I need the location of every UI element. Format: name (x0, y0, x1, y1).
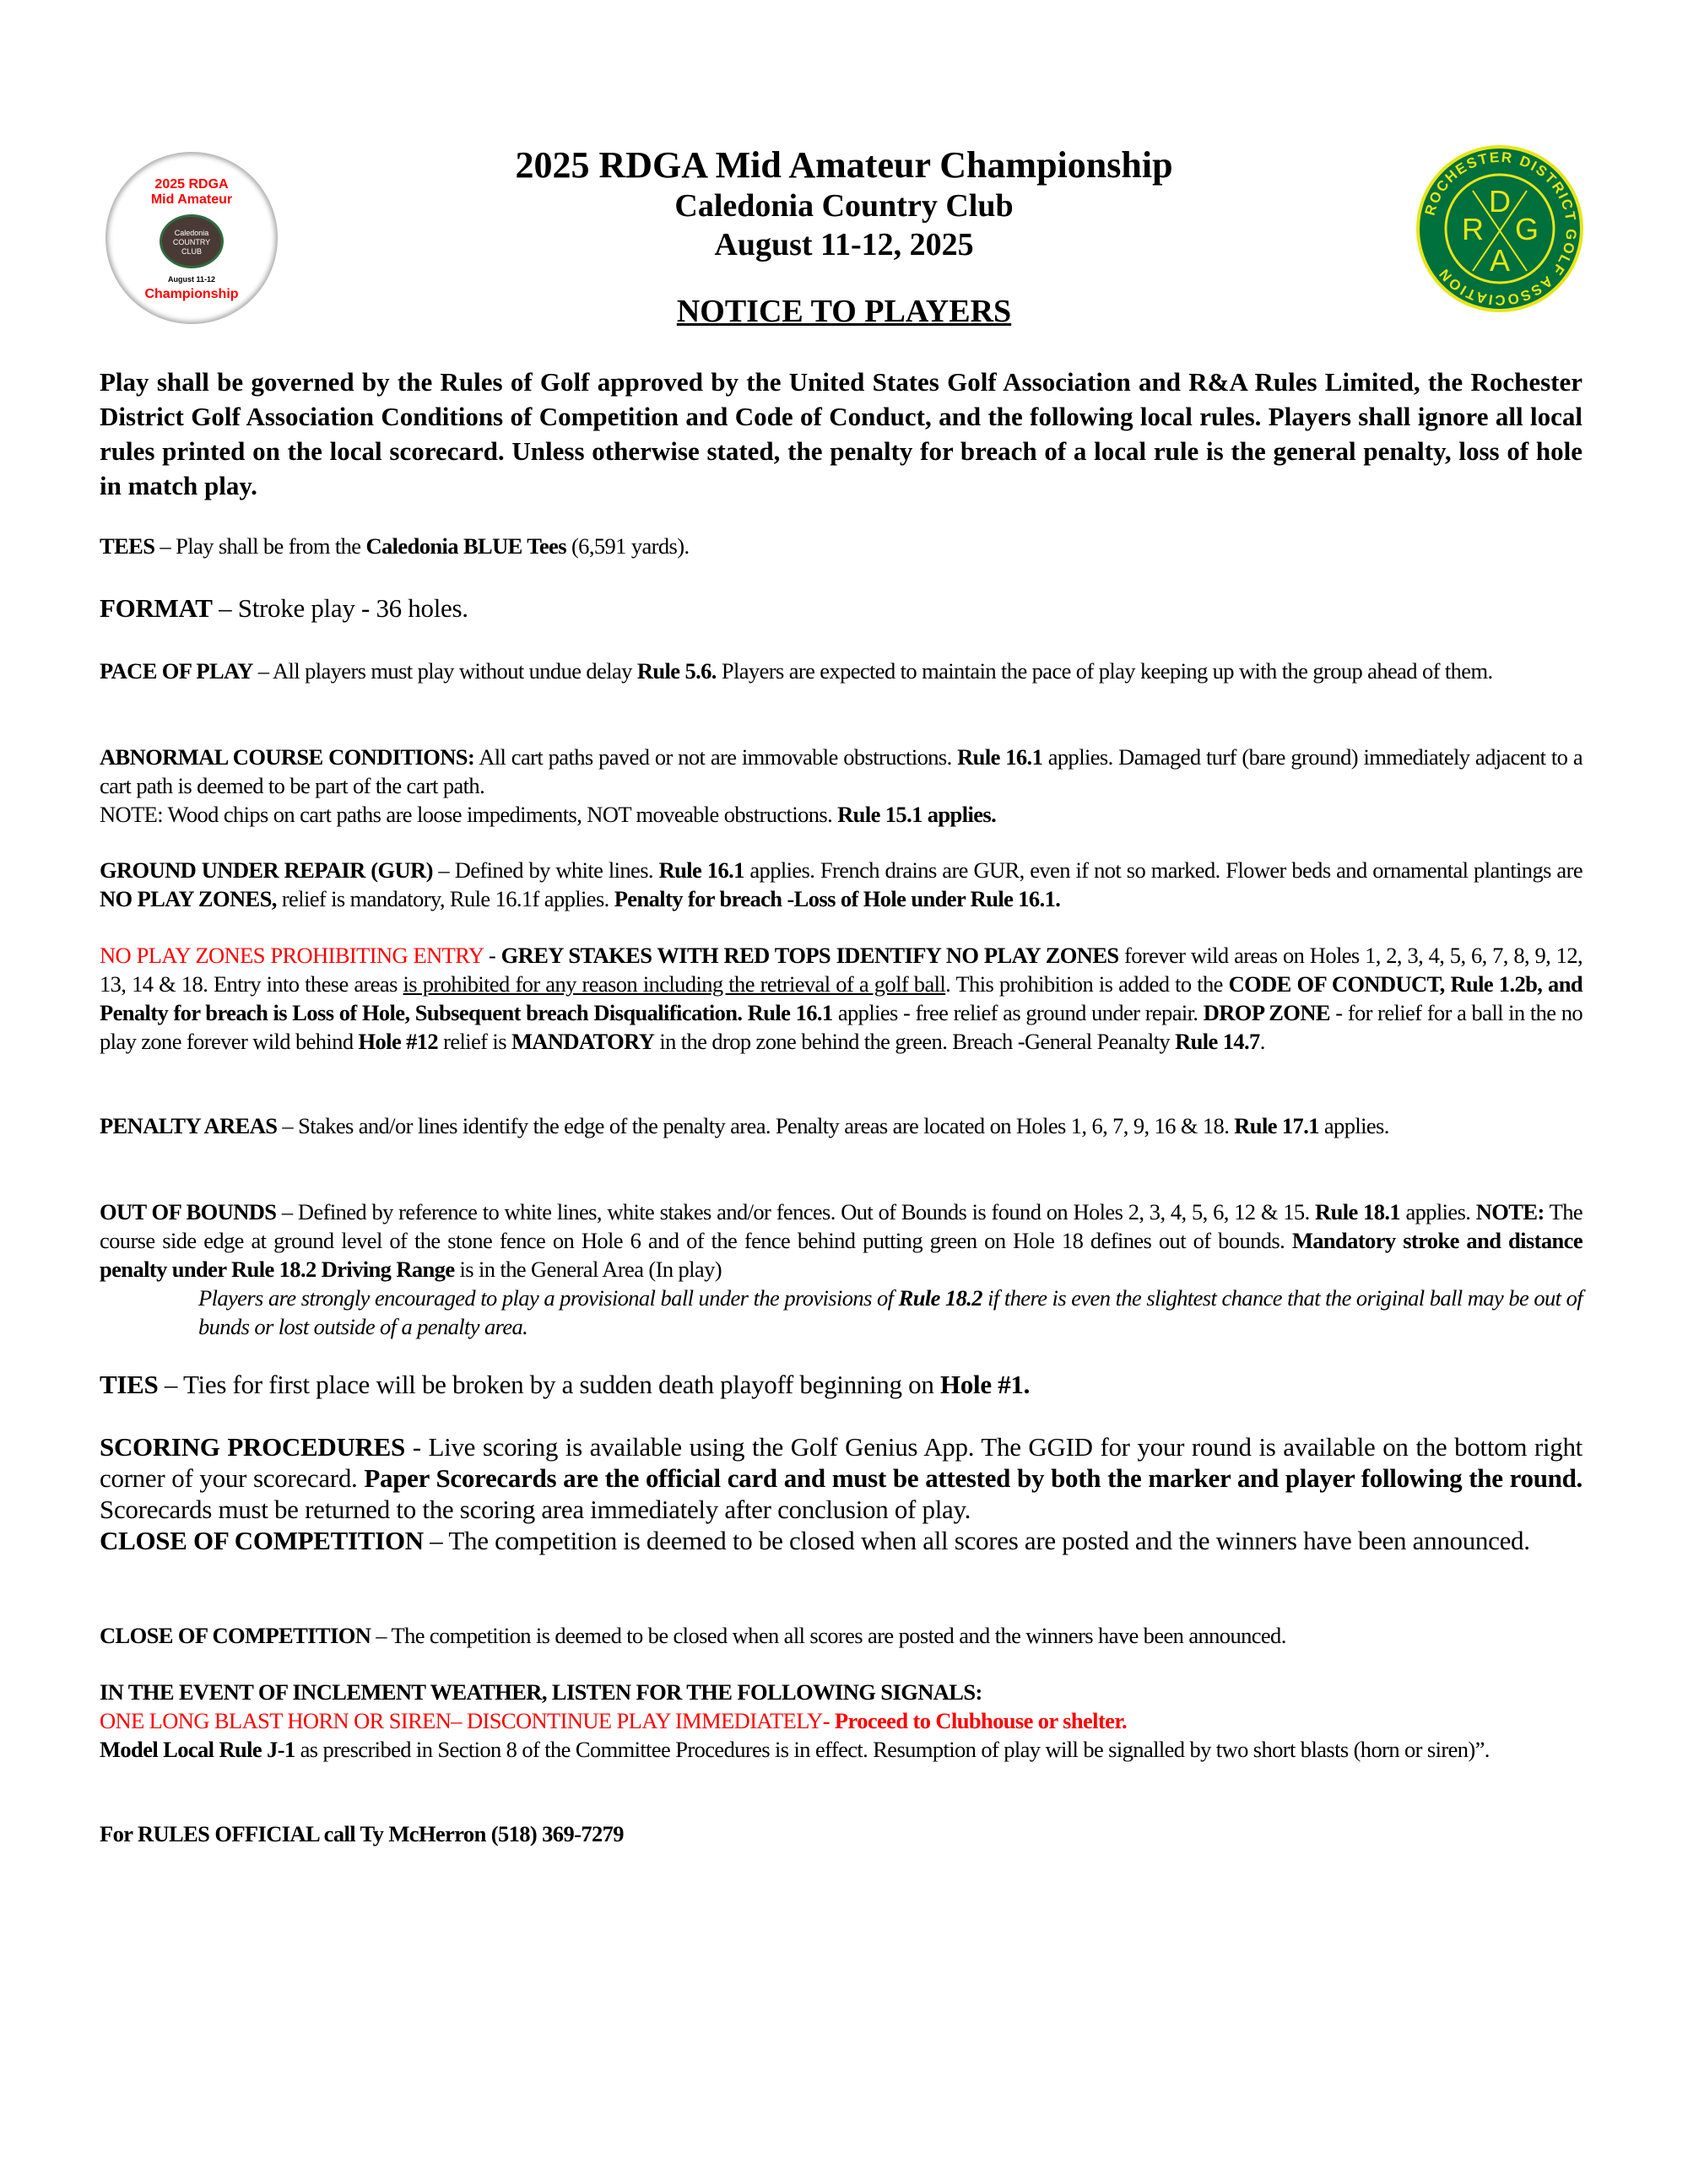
text-segment: CLOSE OF COMPETITION (100, 1623, 371, 1648)
text-segment: Rule 18.2 (898, 1285, 982, 1311)
text-segment: Rule 18.1 (1315, 1199, 1401, 1224)
tees-section (100, 532, 1582, 560)
text-segment: CODE OF CONDUCT, Rule 1.2b, and Penalty for breach is Loss of Hole, Subsequent breach Disqualification. Rule 16.1 (100, 971, 1582, 1025)
intro-paragraph (100, 365, 1582, 503)
svg-text:R: R (1462, 212, 1484, 246)
rules-official-contact (100, 1819, 1582, 1848)
text-segment: Caledonia BLUE Tees (365, 533, 566, 559)
logo-line1: 2025 RDGA (154, 177, 229, 192)
text-segment: For RULES OFFICIAL call Ty McHerron (518) 369-7279 (100, 1821, 624, 1846)
text-segment: Hole #1. (940, 1370, 1031, 1399)
text-segment: TEES (100, 533, 155, 559)
text-segment: Rule 5.6. (636, 658, 717, 684)
text-segment: . This prohibition is added to the (945, 971, 1229, 997)
text-segment: Mandatory stroke and distance penalty under Rule 18.2 Driving Range (100, 1228, 1582, 1282)
text-segment: relief is (438, 1029, 511, 1054)
dates: August 11-12, 2025 (714, 227, 974, 262)
logo-line2: Mid Amateur (150, 192, 233, 207)
text-segment: Players are strongly encouraged to play a provisional ball under the provisions of (198, 1285, 899, 1311)
text-segment: FORMAT (100, 593, 213, 623)
text-segment: as prescribed in Section 8 of the Committee Procedures is in effect. Resumption of play will be signalled by two short blasts (horn or siren)”. (295, 1737, 1490, 1762)
text-segment: forever wild areas on Holes 1, 2, 3, 4, 5, 6, 7, 8, 9, 12, 13, 14 & 18. Entry into these areas (100, 943, 1582, 997)
text-segment: – Defined by reference to white lines, white stakes and/or fences. Out of Bounds is found on Holes 2, 3, 4, 5, 6, 12 & 15. (276, 1199, 1316, 1224)
svg-text:ROCHESTER DISTRICT GOLF ASSOCI: ROCHESTER DISTRICT GOLF ASSOCIATION (1421, 149, 1580, 309)
text-segment: OUT OF BOUNDS (100, 1199, 277, 1224)
text-segment: IN THE EVENT OF INCLEMENT WEATHER, LISTEN FOR THE FOLLOWING SIGNALS: (100, 1679, 982, 1705)
provisional-ball-note (198, 1284, 1582, 1341)
text-segment: – All players must play without undue delay (252, 658, 637, 684)
text-segment: ABNORMAL COURSE CONDITIONS: (100, 744, 475, 770)
no-play-zones-section (100, 941, 1582, 1056)
text-segment: applies. (1318, 1113, 1389, 1138)
text-segment: The course side edge at ground level of the stone fence on Hole 6 and of the fence behind putting green on Hole 18 defines out of bounds. (100, 1199, 1583, 1253)
text-segment: - for relief for a ball in the no play zone forever wild behind (100, 1000, 1583, 1054)
venue: Caledonia Country Club (674, 188, 1014, 224)
text-segment: applies. (1400, 1199, 1476, 1224)
text-segment: DROP ZONE (1203, 1000, 1330, 1025)
out-of-bounds-section (100, 1197, 1582, 1284)
text-segment: MANDATORY (511, 1029, 655, 1054)
text-segment: Penalty for breach -Loss of Hole under Rule 16.1. (614, 886, 1061, 911)
pace-section (100, 657, 1582, 685)
text-segment: - (483, 943, 501, 968)
text-segment: applies. Damaged turf (bare ground) immediately adjacent to a cart path is deemed to be part of the cart path. (100, 744, 1582, 798)
penalty-areas-section (100, 1111, 1582, 1140)
format-section (100, 592, 1582, 624)
svg-text:G: G (1514, 212, 1539, 246)
text-segment: if there is even the slightest chance that the original ball may be out of bunds or lost outside of a penalty area. (198, 1285, 1583, 1339)
text-segment: GROUND UNDER REPAIR (GUR) (100, 857, 433, 883)
text-segment: Play shall be governed by the Rules of Golf approved by the United States Golf Association and R&A Rules Limited, the Rochester District Golf Association Conditions of Competition and Code of Conduct, and the following local rules. Players shall ignore all local rules printed on the local scorecard. Unless otherwise stated, the penalty for breach of a local rule is the general penalty, loss of hole in match play. (100, 367, 1582, 500)
text-segment: is in the General Area (In play) (454, 1257, 722, 1282)
notice-heading: NOTICE TO PLAYERS (676, 294, 1012, 329)
text-segment: PACE OF PLAY (100, 658, 253, 684)
text-segment: NO PLAY ZONES, (100, 886, 277, 911)
close-of-competition-section (100, 1621, 1582, 1650)
text-segment: NOTE: Wood chips on cart paths are loose impediments, NOT moveable obstructions. (100, 802, 838, 827)
text-segment: Rule 14.7 (1175, 1029, 1260, 1054)
text-segment: – Play shall be from the (154, 533, 366, 559)
text-segment: All cart paths paved or not are immovable obstructions. (474, 744, 958, 770)
text-segment: ONE LONG BLAST HORN OR SIREN– DISCONTINUE PLAY IMMEDIATELY (100, 1708, 823, 1733)
text-segment: Rule 16.1 (658, 857, 744, 883)
text-segment: – The competition is deemed to be closed when all scores are posted and the winners have been announced. (371, 1623, 1286, 1648)
abnormal-conditions-section (100, 743, 1582, 829)
logo-date: August 11-12 (167, 275, 216, 284)
text-segment: – Stroke play - 36 holes. (212, 593, 468, 623)
text-segment: PENALTY AREAS (100, 1113, 278, 1138)
text-segment: Players are expected to maintain the pace of play keeping up with the group ahead of them. (716, 658, 1493, 684)
text-segment: . (1259, 1029, 1265, 1054)
text-segment: Hole #12 (358, 1029, 439, 1054)
svg-text:D: D (1489, 184, 1511, 219)
text-segment: Rule 15.1 applies. (837, 802, 997, 827)
text-segment: – Defined by white lines. (432, 857, 659, 883)
club-emblem: Caledonia COUNTRY CLUB (160, 214, 224, 268)
text-segment: relief is mandatory, Rule 16.1f applies. (276, 886, 614, 911)
text-segment: - Proceed to Clubhouse or shelter. (822, 1708, 1128, 1733)
text-segment: - Live scoring is available using the Golf Genius App. The GGID for your round is available on the bottom right corner of your scorecard. (100, 1432, 1582, 1493)
text-segment: in the drop zone behind the green. Breach -General Peanalty (654, 1029, 1176, 1054)
text-segment: Rule 17.1 (1234, 1113, 1319, 1138)
text-segment: – Ties for first place will be broken by a sudden death playoff beginning on (158, 1370, 940, 1399)
text-segment: applies. French drains are GUR, even if not so marked. Flower beds and ornamental plantings are (744, 857, 1582, 883)
text-segment: CLOSE OF COMPETITION (100, 1526, 424, 1555)
weather-section (100, 1678, 1582, 1764)
text-segment: – The competition is deemed to be closed when all scores are posted and the winners have been announced. (423, 1526, 1530, 1555)
scoring-section (100, 1431, 1582, 1556)
text-segment: NO PLAY ZONES PROHIBITING ENTRY (100, 943, 484, 968)
text-segment: Model Local Rule J-1 (100, 1737, 295, 1762)
svg-text:A: A (1489, 243, 1511, 278)
gur-section (100, 856, 1582, 913)
text-segment: applies - free relief as ground under repair. (832, 1000, 1204, 1025)
text-segment: Rule 16.1 (957, 744, 1043, 770)
text-segment: is prohibited for any reason including the retrieval of a golf ball (403, 971, 946, 997)
text-segment: (6,591 yards). (565, 533, 690, 559)
text-segment: Paper Scorecards are the official card and must be attested by both the marker and player following the round. (364, 1463, 1582, 1493)
text-segment: – Stakes and/or lines identify the edge of the penalty area. Penalty areas are located on Holes 1, 6, 7, 9, 16 & 18. (277, 1113, 1235, 1138)
text-segment: SCORING PROCEDURES (100, 1432, 405, 1462)
text-segment: TIES (100, 1370, 159, 1399)
ties-section (100, 1369, 1582, 1400)
logo-line3: Championship (144, 287, 239, 301)
text-segment: GREY STAKES WITH RED TOPS IDENTIFY NO PLAY ZONES (500, 943, 1119, 968)
page-title: 2025 RDGA Mid Amateur Championship (515, 144, 1173, 186)
text-segment: Scorecards must be returned to the scoring area immediately after conclusion of play. (100, 1495, 971, 1524)
text-segment: NOTE: (1475, 1199, 1545, 1224)
